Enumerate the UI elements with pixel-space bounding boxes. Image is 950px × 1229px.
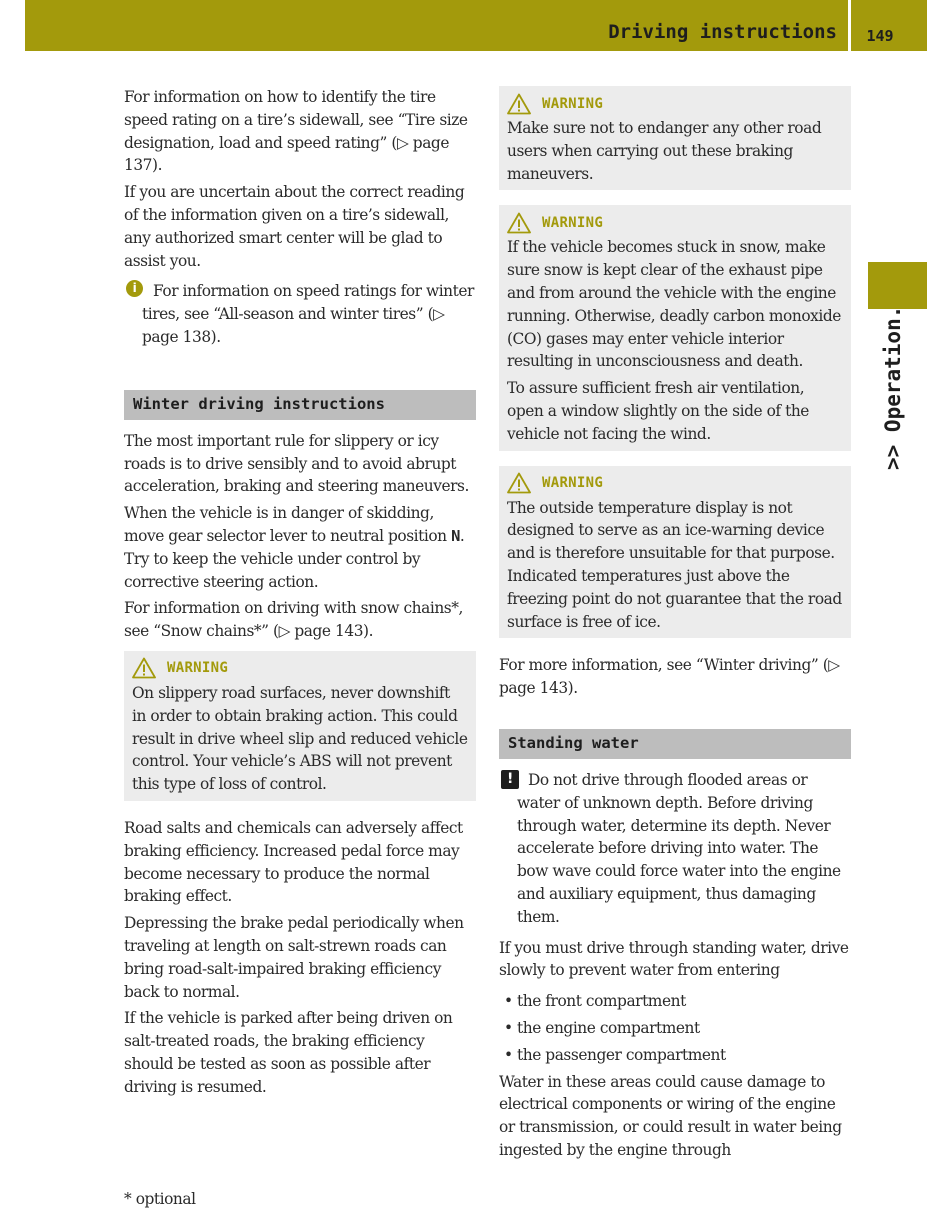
paragraph: For information on driving with snow chains*, see “Snow chains*” (▷ page 143). <box>124 599 463 641</box>
caution-note <box>499 769 851 929</box>
paragraph: If the vehicle is parked after being driven on salt-treated roads, the braking efficiency should be tested as soon as possible after driving is resumed. <box>124 1009 453 1096</box>
paragraph-text: When the vehicle is in danger of skidding, move gear selector lever to neutral position <box>124 504 452 545</box>
paragraph: Water in these areas could cause damage to electrical components or wiring of the engine or transmission, or could result in water being ingested by the engine through <box>499 1072 842 1159</box>
warning-text: To assure sufficient fresh air ventilation, open a window slightly on the side of the vehicle not facing the wind. <box>507 379 809 443</box>
side-tab-label: >> Operation. <box>881 305 905 470</box>
paragraph: Depressing the brake pedal periodically when traveling at length on salt-strewn roads can bring road-salt-impaired braking efficiency back to normal. <box>124 914 464 1001</box>
right-column <box>499 86 851 1166</box>
warning-box <box>499 86 851 190</box>
warning-text: If the vehicle becomes stuck in snow, make sure snow is kept clear of the exhaust pipe and from around the vehicle with the engine running. Otherwise, deadly carbon monoxide (CO) gases may enter vehicle interior resulting in unconsciousness and death. <box>507 238 841 371</box>
list-item: • the passenger compartment <box>499 1044 851 1067</box>
paragraph <box>124 502 476 593</box>
left-column <box>124 86 476 1102</box>
warning-triangle-icon <box>507 212 531 234</box>
paragraph: If you must drive through standing water, drive slowly to prevent water from entering <box>499 938 849 980</box>
bullet-list <box>499 990 851 1066</box>
paragraph-text: . Try to keep the vehicle under control by corrective steering action. <box>124 526 465 591</box>
gear-position-n: N <box>451 526 460 545</box>
list-item: • the front compartment <box>499 990 851 1013</box>
list-item: • the engine compartment <box>499 1017 851 1040</box>
info-note <box>124 280 476 348</box>
warning-label: WARNING <box>542 475 604 492</box>
side-tab-marker <box>868 262 927 309</box>
warning-label: WARNING <box>167 660 229 677</box>
paragraph: Road salts and chemicals can adversely affect braking efficiency. Increased pedal force may become necessary to produce the normal braking effect. <box>124 818 463 906</box>
warning-box <box>499 205 851 450</box>
paragraph: The most important rule for slippery or icy roads is to drive sensibly and to avoid abrupt acceleration, braking and steering maneuvers. <box>124 431 469 496</box>
paragraph: For information on how to identify the tire speed rating on a tire’s sidewall, see “Tire size designation, load and speed rating” (▷ page 137). <box>124 88 468 175</box>
warning-triangle-icon <box>132 657 156 679</box>
warning-label: WARNING <box>542 214 604 231</box>
paragraph: For more information, see “Winter driving” (▷ page 143). <box>499 656 840 698</box>
warning-text: The outside temperature display is not designed to serve as an ice-warning device and is therefore unsuitable for that purpose. Indicated temperatures just above the freezing point do not guarantee that the road surface is free of ice. <box>507 498 842 631</box>
warning-text: On slippery road surfaces, never downshift in order to obtain braking action. This could result in drive wheel slip and reduced vehicle control. Your vehicle’s ABS will not prevent this type of loss of control. <box>132 683 468 794</box>
warning-triangle-icon <box>507 472 531 494</box>
section-heading: Standing water <box>499 729 851 759</box>
warning-label: WARNING <box>542 95 604 112</box>
footnote: * optional <box>124 1190 196 1208</box>
caution-note-text: Do not drive through flooded areas or water of unknown depth. Before driving through water, determine its depth. Never accelerate before driving into water. The bow wave could force water into the engine and auxiliary equipment, thus damaging them. <box>517 770 841 926</box>
info-note-text: For information on speed ratings for winter tires, see “All-season and winter tires” (▷ page 138). <box>142 282 474 346</box>
info-icon: i <box>126 280 143 297</box>
paragraph: If you are uncertain about the correct reading of the information given on a tire’s sidewall, any authorized smart center will be glad to assist you. <box>124 183 465 270</box>
warning-box <box>499 466 851 639</box>
page-number: 149 <box>866 27 894 45</box>
exclamation-icon: ! <box>501 770 519 789</box>
warning-box <box>124 651 476 801</box>
warning-triangle-icon <box>507 93 531 115</box>
page-title: Driving instructions <box>608 21 837 43</box>
section-heading: Winter driving instructions <box>124 390 476 420</box>
warning-text: Make sure not to endanger any other road users when carrying out these braking maneuvers. <box>507 119 822 183</box>
